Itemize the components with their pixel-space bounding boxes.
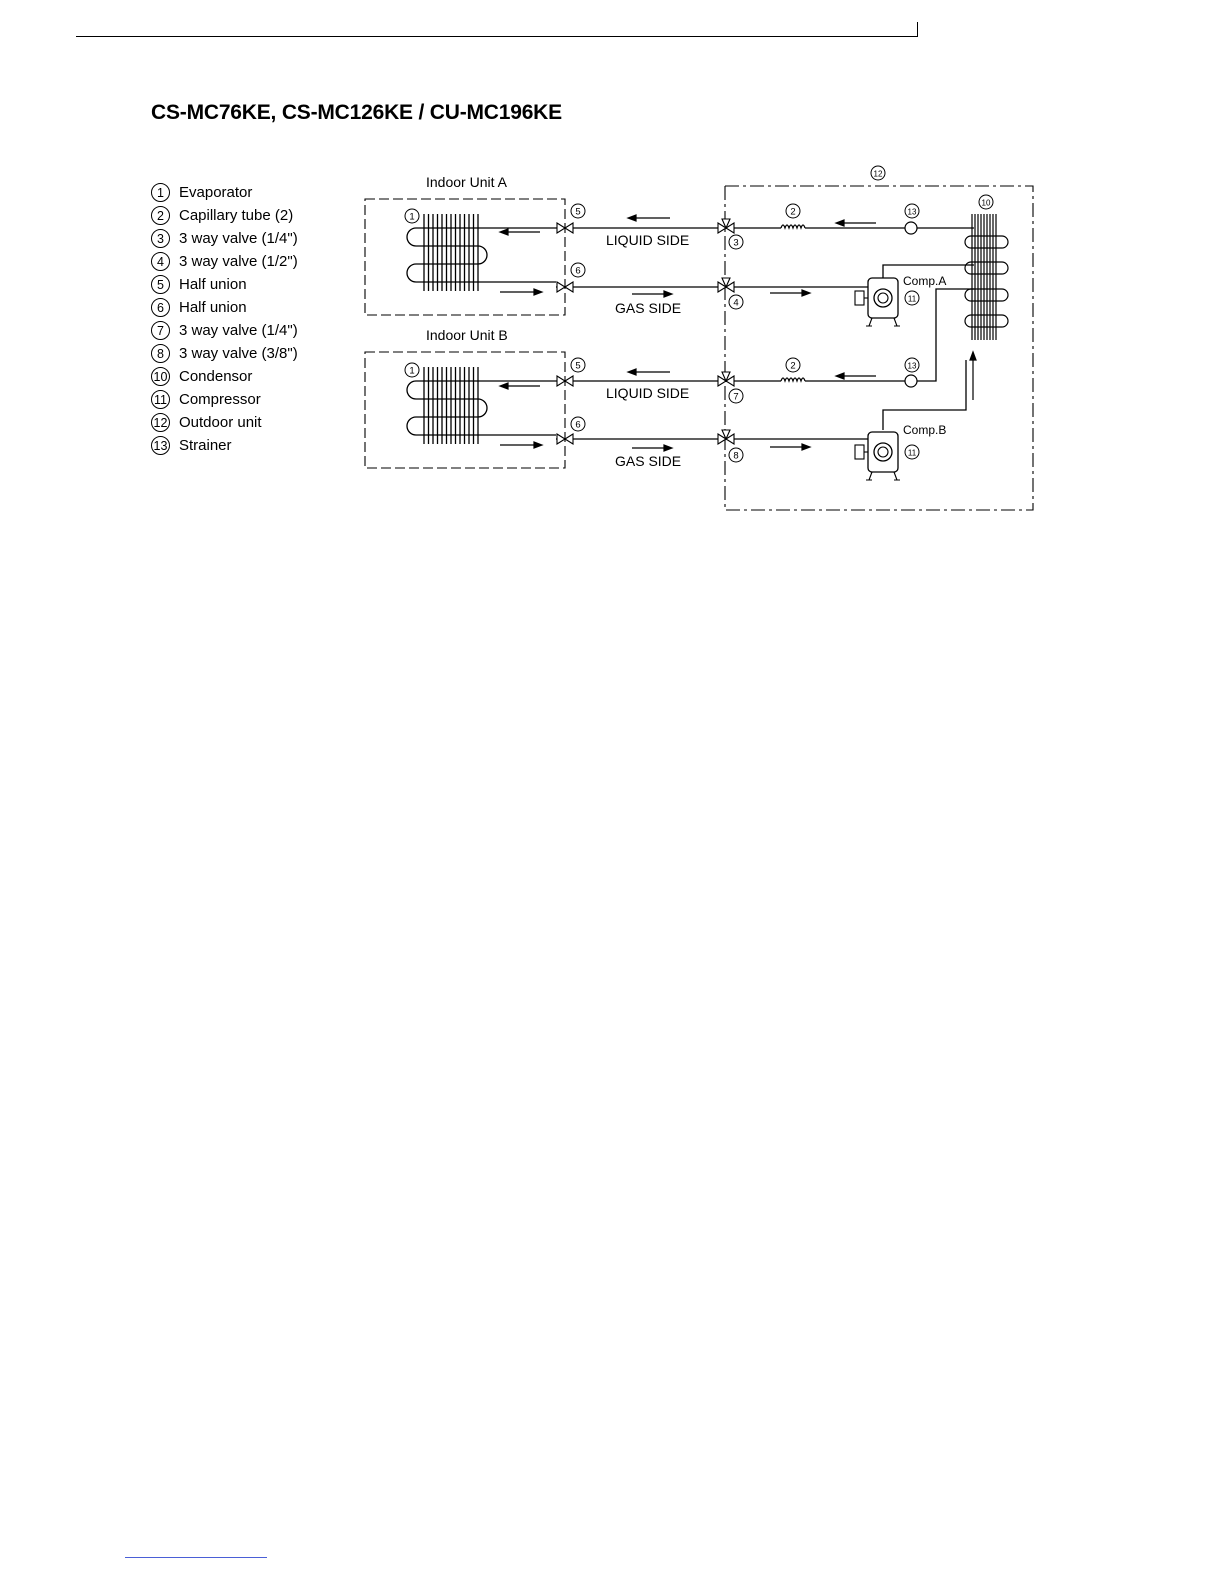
indoor-unit-a-label: Indoor Unit A <box>426 174 507 190</box>
evaporator-a-coil <box>407 211 556 291</box>
liquid-side-label-a: LIQUID SIDE <box>606 232 690 248</box>
indoor-unit-b-label: Indoor Unit B <box>426 327 508 343</box>
marker-evaporator: 1 <box>409 365 415 377</box>
marker-condenser: 10 <box>981 198 991 208</box>
three-way-valve <box>718 372 734 386</box>
legend-number: 10 <box>151 367 170 386</box>
marker-capillary-tube: 2 <box>790 360 796 372</box>
marker-strainer: 13 <box>907 207 917 217</box>
legend-number: 2 <box>151 206 170 225</box>
legend-label: Capillary tube (2) <box>179 207 294 224</box>
legend-label: 3 way valve (1/2") <box>179 253 298 270</box>
three-way-valve <box>718 430 734 444</box>
legend-label: 3 way valve (3/8") <box>179 345 298 362</box>
refrigerant-circuit-diagram <box>0 0 1224 600</box>
legend-label: Condensor <box>179 368 253 385</box>
marker-compressor: 11 <box>907 294 917 304</box>
comp-a-label: Comp.A <box>903 274 947 288</box>
gas-side-label-b: GAS SIDE <box>615 453 682 469</box>
marker-half-union: 6 <box>575 265 581 277</box>
marker-strainer: 13 <box>907 361 917 371</box>
condenser-coil <box>965 214 1008 340</box>
capillary-tube <box>781 225 805 228</box>
page-title: CS-MC76KE, CS-MC126KE / CU-MC196KE <box>151 101 562 124</box>
legend-label: Outdoor unit <box>179 414 262 431</box>
marker-three-way-valve: 8 <box>733 450 739 462</box>
three-way-valve <box>718 219 734 233</box>
marker-three-way-valve: 7 <box>733 391 739 403</box>
marker-three-way-valve: 3 <box>733 237 739 249</box>
marker-half-union: 6 <box>575 419 581 431</box>
marker-capillary-tube: 2 <box>790 206 796 218</box>
legend-label: Half union <box>179 276 247 293</box>
strainer <box>905 375 917 387</box>
liquid-side-label-b: LIQUID SIDE <box>606 385 690 401</box>
legend-label: 3 way valve (1/4") <box>179 230 298 247</box>
legend-label: Half union <box>179 299 247 316</box>
legend-number: 13 <box>151 436 170 455</box>
three-way-valve <box>718 278 734 292</box>
footer-link-underline[interactable] <box>125 1557 267 1558</box>
legend-number: 7 <box>151 321 170 340</box>
legend-number: 8 <box>151 344 170 363</box>
evaporator-b-coil <box>407 367 556 444</box>
legend-label: 3 way valve (1/4") <box>179 322 298 339</box>
legend-number: 4 <box>151 252 170 271</box>
legend-label: Evaporator <box>179 184 253 201</box>
marker-compressor: 11 <box>907 448 917 458</box>
legend-number: 11 <box>151 390 170 409</box>
legend-label: Compressor <box>179 391 261 408</box>
legend-number: 6 <box>151 298 170 317</box>
gas-side-label-a: GAS SIDE <box>615 300 682 316</box>
comp-b-label: Comp.B <box>903 423 947 437</box>
legend-number: 12 <box>151 413 170 432</box>
compressor-a <box>855 278 900 326</box>
legend-number: 5 <box>151 275 170 294</box>
marker-three-way-valve: 4 <box>733 297 739 309</box>
marker-half-union: 5 <box>575 206 581 218</box>
legend-number: 1 <box>151 183 170 202</box>
legend-number: 3 <box>151 229 170 248</box>
marker-half-union: 5 <box>575 360 581 372</box>
marker-evaporator: 1 <box>409 211 415 223</box>
capillary-tube <box>781 378 805 381</box>
strainer <box>905 222 917 234</box>
legend-label: Strainer <box>179 437 232 454</box>
marker-outdoor-unit: 12 <box>873 169 883 179</box>
